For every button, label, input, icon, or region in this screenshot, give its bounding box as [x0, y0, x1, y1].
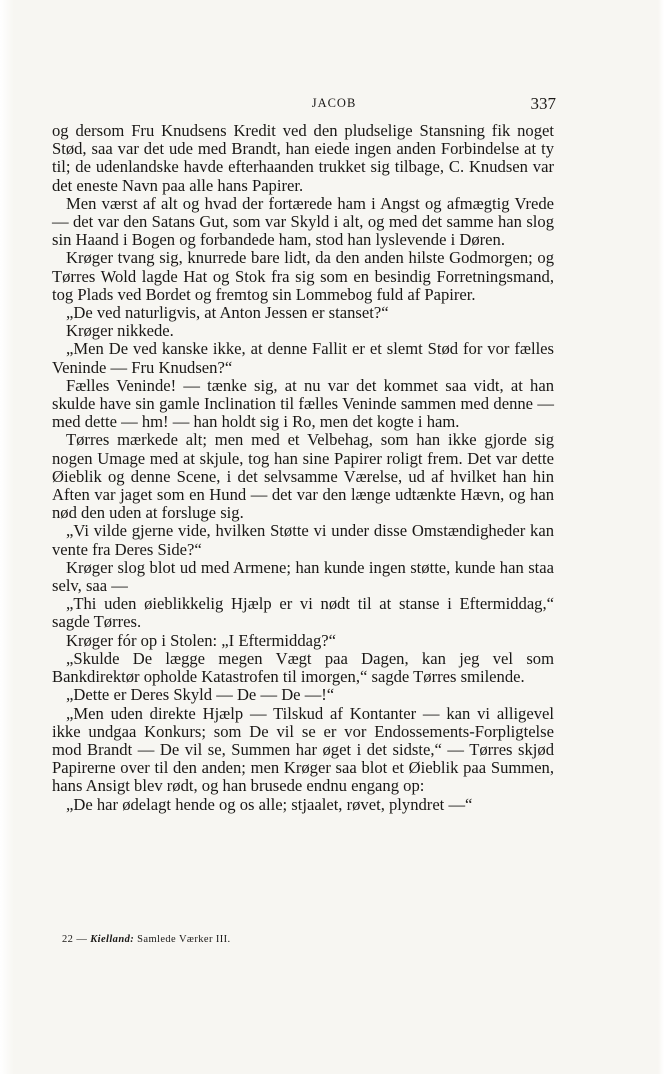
footer-signature [62, 934, 231, 945]
page-header [52, 94, 556, 118]
paragraph-15: „Men uden direkte Hjælp — Tilskud af Kontanter — kan vi alligevel ikke undgaa Konkurs; som De vil se er vor Endossements-Forpligtelse mod Brandt — De vil se, Summen har øget i det sidste,“ — Tørres skjød Papirerne over til den anden; men Krøger saa blot et Øieblik paa Summen, hans Ansigt blev rødt, og han brusede endnu engang op: [52, 703, 554, 796]
page-number: 337 [530, 94, 556, 113]
footer-author: Kielland: [90, 934, 135, 945]
paragraph-8: Tørres mærkede alt; men med et Velbehag, som han ikke gjorde sig nogen Umage med at skjule, tog han sine Papirer roligt frem. Det var dette Øieblik og denne Scene, i det selvsamme Værelse, ud af hvilket han hin Aften var jaget som en Hund — det var den længe udtænkte Hævn, og han nød den uden at forsluge sig. [52, 430, 554, 523]
paragraph-3: Krøger tvang sig, knurrede bare lidt, da den anden hilste Godmorgen; og Tørres Wold lagde Hat og Stok fra sig som en besindig Forretningsmand, tog Plads ved Bordet og fremtog sin Lommebog fuld af Papirer. [52, 248, 554, 304]
page-edge-left [0, 0, 14, 1074]
paragraph-12: Krøger fór op i Stolen: „I Eftermiddag?“ [66, 630, 337, 650]
page-edge-right [658, 0, 664, 1074]
paragraph-10: Krøger slog blot ud med Armene; han kunde ingen støtte, kunde han staa selv, saa — [52, 557, 554, 596]
paragraph-4: „De ved naturligvis, at Anton Jessen er stanset?“ [66, 303, 389, 323]
paragraph-13: „Skulde De lægge megen Vægt paa Dagen, kan jeg vel som Bankdirektør opholde Katastrofen til imorgen,“ sagde Tørres smilende. [52, 648, 554, 687]
paragraph-11: „Thi uden øieblikkelig Hjælp er vi nødt til at stanse i Eftermiddag,“ sagde Tørres. [52, 594, 554, 632]
paragraph-9: „Vi vilde gjerne vide, hvilken Støtte vi under disse Omstændigheder kan vente fra Deres Side?“ [52, 521, 554, 559]
paragraph-5: Krøger nikkede. [66, 321, 174, 341]
footer-title: Samlede Værker III. [137, 934, 231, 945]
footer-sheet-number: 22 — [62, 934, 88, 945]
running-head: JACOB [311, 96, 357, 110]
paragraph-6: „Men De ved kanske ikke, at denne Fallit er et slemt Stød for vor fælles Veninde — Fru Knudsen?“ [52, 339, 554, 377]
paragraph-1: og dersom Fru Knudsens Kredit ved den pludselige Stansning fik noget Stød, saa var det ude med Brandt, han eiede ingen anden Forbindelse at ty til; de udenlandske havde efterhaanden trukket sig tilbage, C. Knudsen var det eneste Navn paa alle hans Papirer. [52, 121, 554, 195]
paragraph-2: Men værst af alt og hvad der fortærede ham i Angst og afmægtig Vrede — det var den Satans Gut, som var Skyld i alt, og med det samme han slog sin Haand i Bogen og forbandede ham, stod han lyslevende i Døren. [52, 193, 554, 250]
paragraph-16: „De har ødelagt hende og os alle; stjaalet, røvet, plyndret —“ [66, 794, 473, 814]
body-text [52, 122, 554, 814]
paragraph-14: „Dette er Deres Skyld — De — De —!“ [66, 685, 335, 705]
paragraph-7: Fælles Veninde! — tænke sig, at nu var det kommet saa vidt, at han skulde have sin gamle Inclination til fælles Veninde sammen med denne — med dette — hm! — han holdt sig i Ro, men det kogte i ham. [52, 375, 554, 432]
